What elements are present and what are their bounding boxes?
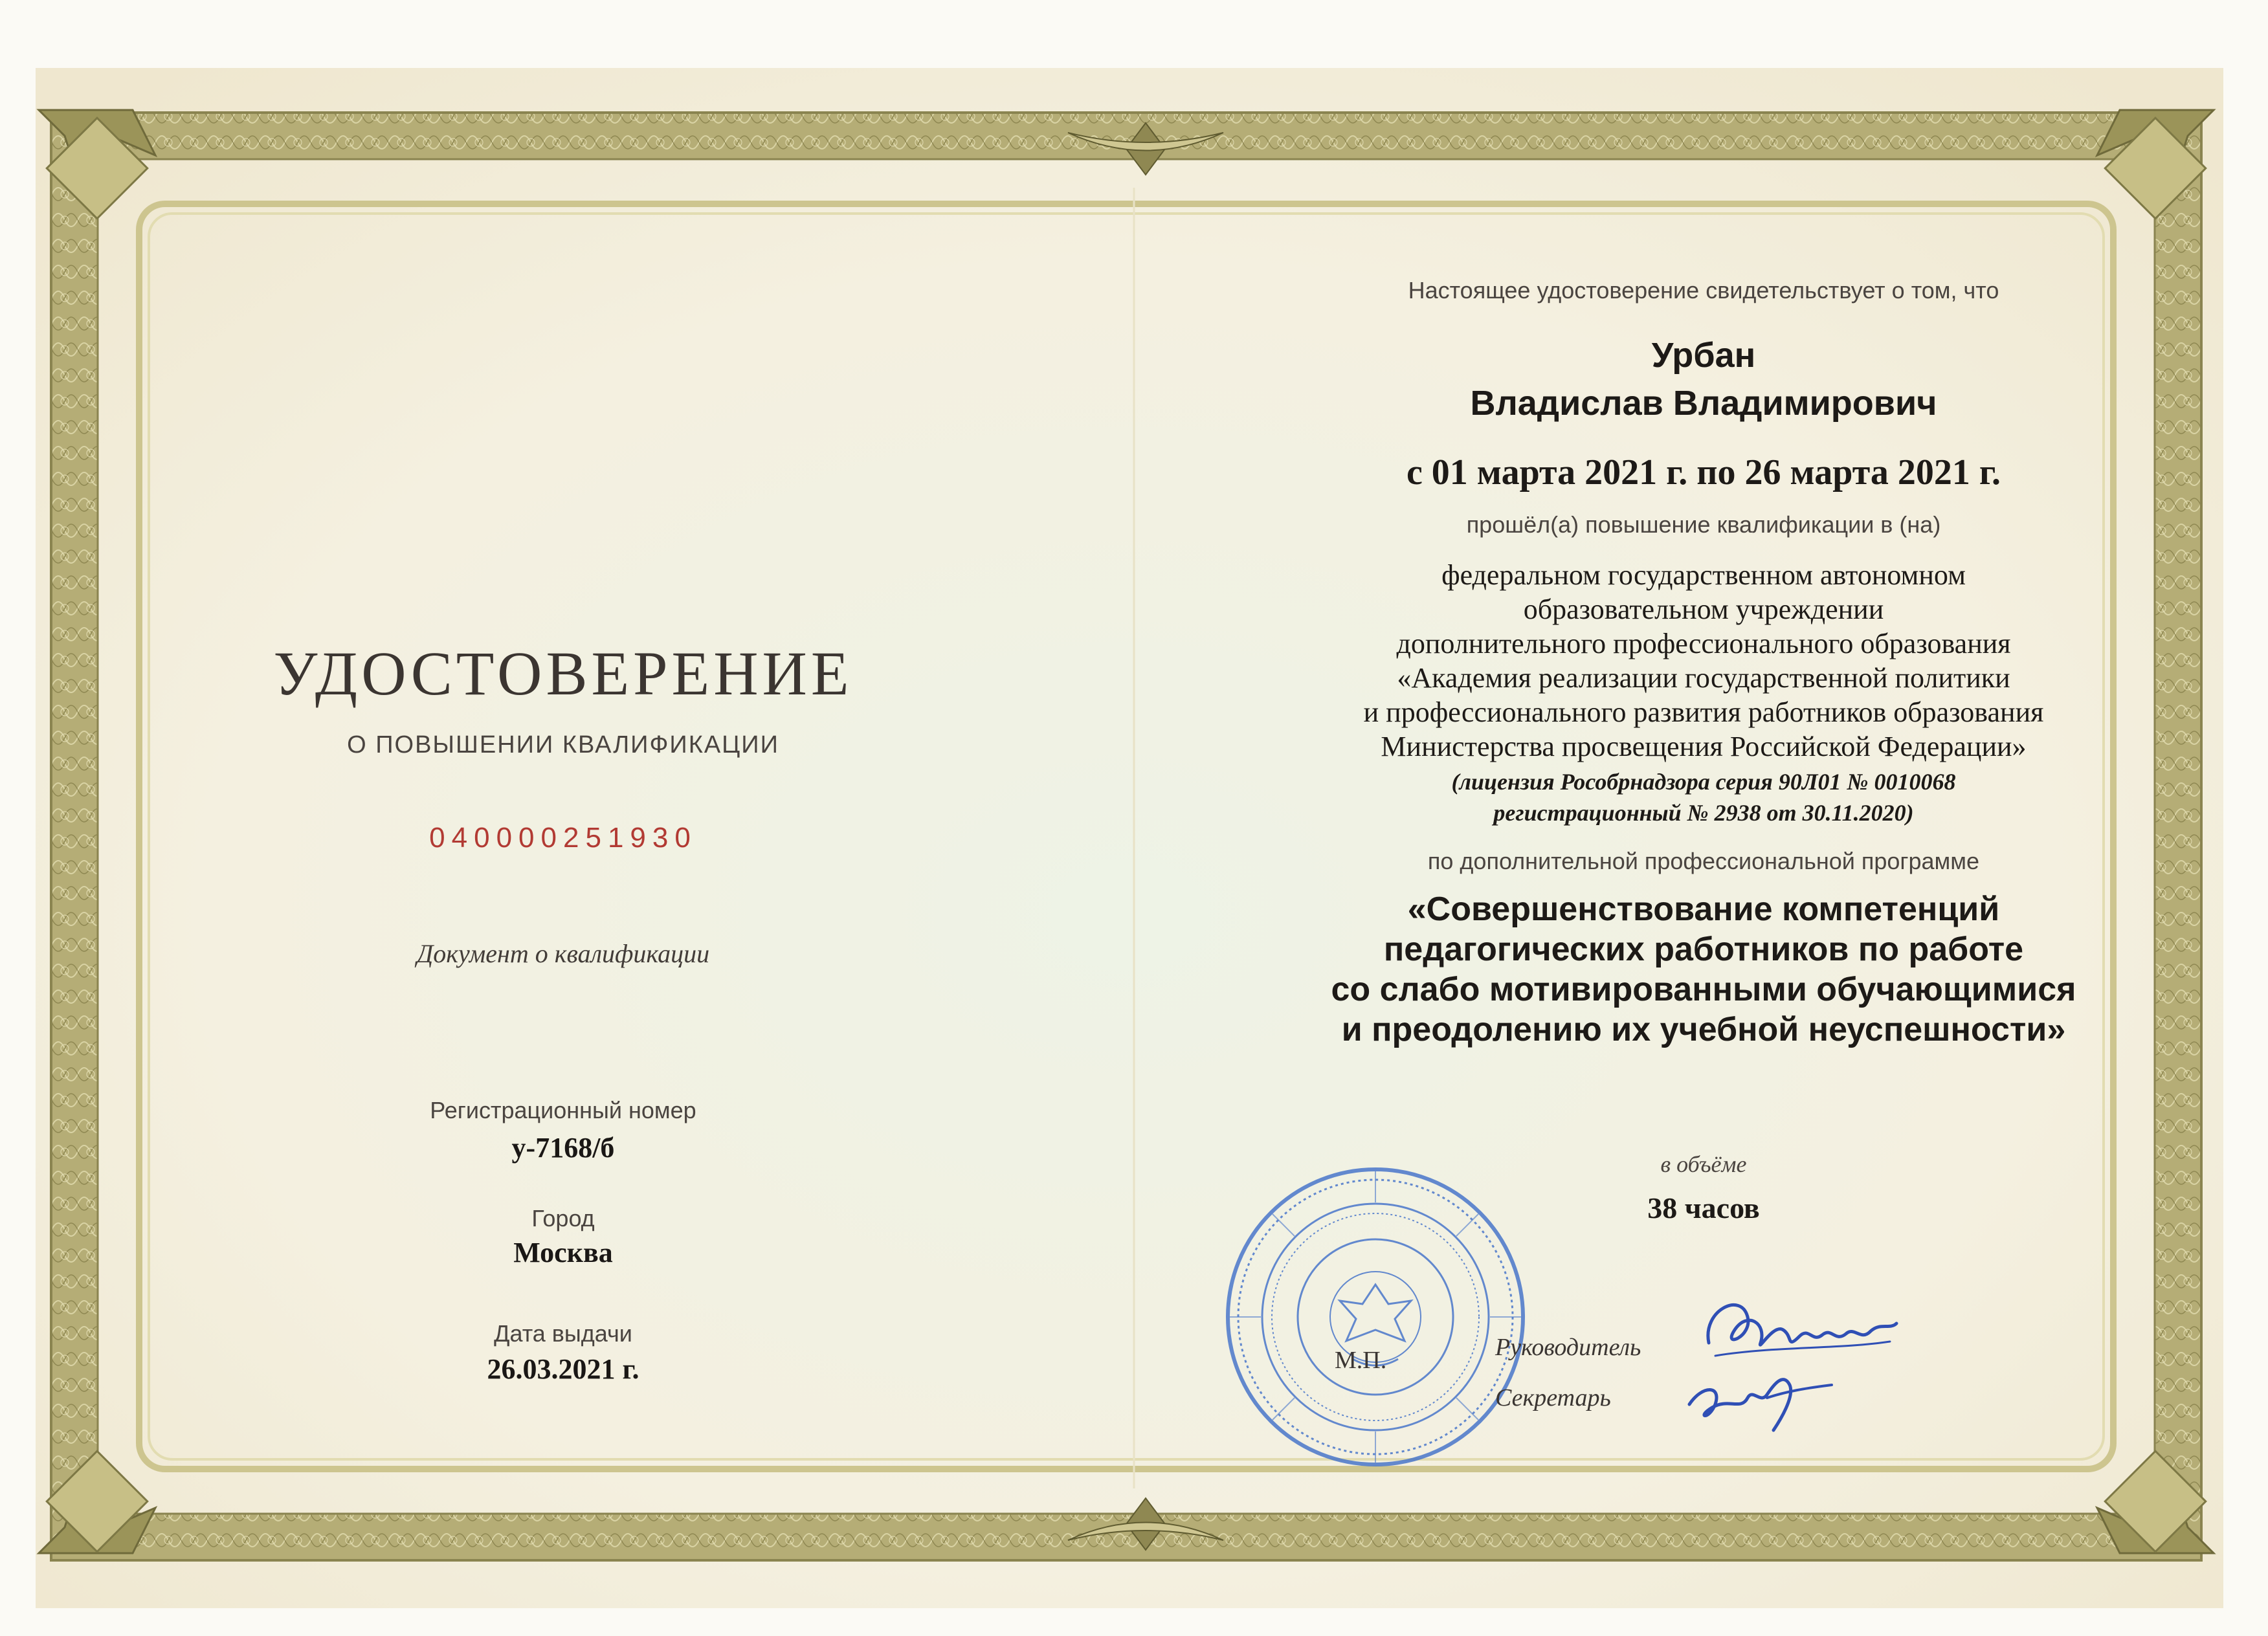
- secretary-label: Секретарь: [1495, 1384, 1611, 1411]
- volume-value: 38 часов: [1647, 1191, 1760, 1224]
- serial-number: 040000251930: [429, 822, 697, 854]
- certificate-subtitle: О ПОВЫШЕНИИ КВАЛИФИКАЦИИ: [347, 731, 779, 758]
- intro-text: Настоящее удостоверение свидетельствует о том, что: [1408, 277, 1999, 304]
- license-info: [1139, 766, 2268, 828]
- right-page: [1139, 0, 2268, 1636]
- license-line: регистрационный № 2938 от 30.11.2020): [1493, 800, 1914, 826]
- secretary-signature: [1676, 1359, 1845, 1437]
- institution-line: «Академия реализации государственной политики: [1397, 662, 2010, 694]
- certificate-title: УДОСТОВЕРЕНИЕ: [273, 639, 853, 708]
- program-line: педагогических работников по работе: [1383, 931, 2024, 968]
- program-title: [1139, 889, 2268, 1050]
- institution-line: федеральном государственном автономном: [1441, 559, 1966, 591]
- issue-date-value: 26.03.2021 г.: [487, 1353, 639, 1385]
- program-line: со слабо мотивированными обучающимися: [1331, 971, 2076, 1008]
- program-line: «Совершенствование компетенций: [1407, 890, 2000, 928]
- institution-line: образовательном учреждении: [1523, 593, 1884, 625]
- holder-surname: Урбан: [1651, 336, 1756, 375]
- issue-date-label: Дата выдачи: [494, 1320, 632, 1347]
- institution-line: и профессионального развития работников образования: [1363, 696, 2044, 728]
- program-line: и преодолению их учебной неуспешности»: [1341, 1011, 2066, 1048]
- head-label: Руководитель: [1495, 1334, 1641, 1361]
- document-type: Документ о квалификации: [416, 939, 710, 968]
- holder-given-names: Владислав Владимирович: [1470, 384, 1937, 423]
- round-seal-stamp: [1223, 1165, 1528, 1469]
- registration-value: у-7168/б: [511, 1132, 615, 1164]
- institution-name: [1139, 558, 2268, 764]
- training-period: с 01 марта 2021 г. по 26 марта 2021 г.: [1406, 452, 2001, 492]
- passed-text: прошёл(а) повышение квалификации в (на): [1466, 511, 1941, 538]
- left-page: [0, 0, 1126, 1636]
- institution-line: Министерства просвещения Российской Федерации»: [1381, 731, 2027, 762]
- seal-mark: М.П.: [1335, 1347, 1387, 1374]
- institution-line: дополнительного профессионального образования: [1396, 628, 2011, 659]
- registration-label: Регистрационный номер: [430, 1097, 696, 1123]
- city-label: Город: [531, 1205, 595, 1232]
- program-label: по дополнительной профессиональной программе: [1427, 848, 1980, 874]
- license-line: (лицензия Рособрнадзора серия 90Л01 № 0010068: [1451, 769, 1956, 795]
- volume-label: в объёме: [1660, 1151, 1747, 1177]
- city-value: Москва: [513, 1237, 613, 1268]
